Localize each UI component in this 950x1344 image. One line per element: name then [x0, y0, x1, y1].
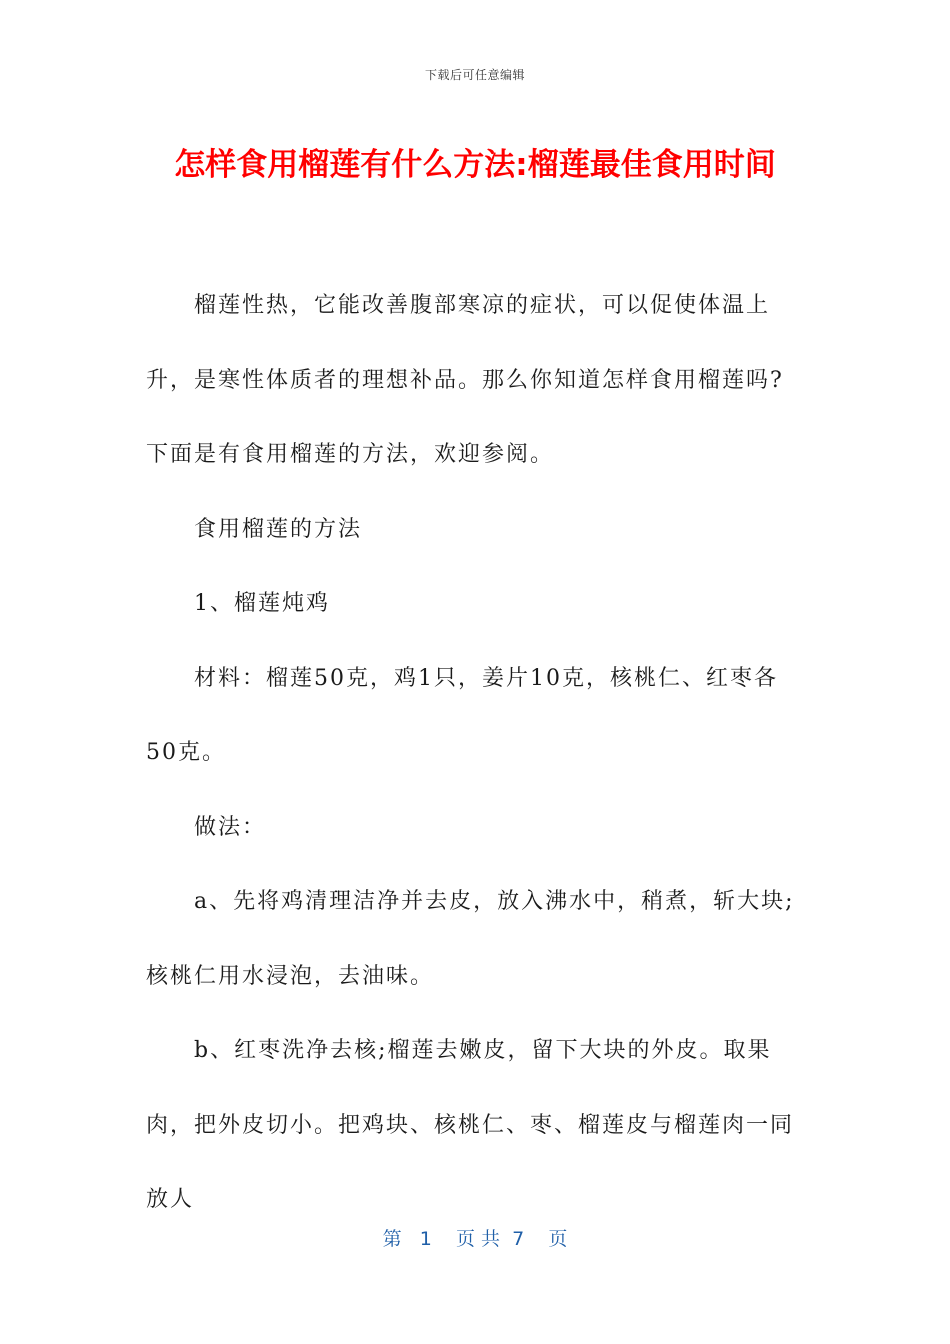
step-a-paragraph: a、先将鸡清理洁净并去皮，放入沸水中，稍煮，斩大块;核桃仁用水浸泡，去油味。: [146, 889, 795, 989]
header-note: 下载后可任意编辑: [424, 68, 525, 82]
section-heading: 食用榴莲的方法: [194, 516, 363, 542]
document-body: [146, 269, 806, 1238]
method-label: 做法：: [194, 814, 267, 840]
document-title: 怎样食用榴莲有什么方法:榴莲最佳食用时间: [174, 147, 776, 183]
recipe-title: 1、榴莲炖鸡: [194, 591, 330, 616]
page-number-footer: 第 1 页 共 7 页: [382, 1228, 568, 1250]
ingredients-paragraph: 材料：榴莲50克，鸡1只，姜片10克，核桃仁、红枣各50克。: [146, 665, 778, 765]
intro-paragraph: 榴莲性热，它能改善腹部寒凉的症状，可以促使体温上升，是寒性体质者的理想补品。那么你知道怎样食用榴莲吗?下面是有食用榴莲的方法，欢迎参阅。: [146, 293, 784, 467]
step-b-paragraph: b、红枣洗净去核;榴莲去嫩皮，留下大块的外皮。取果肉，把外皮切小。把鸡块、核桃仁、枣、榴莲皮与榴莲肉一同放人: [146, 1038, 795, 1212]
